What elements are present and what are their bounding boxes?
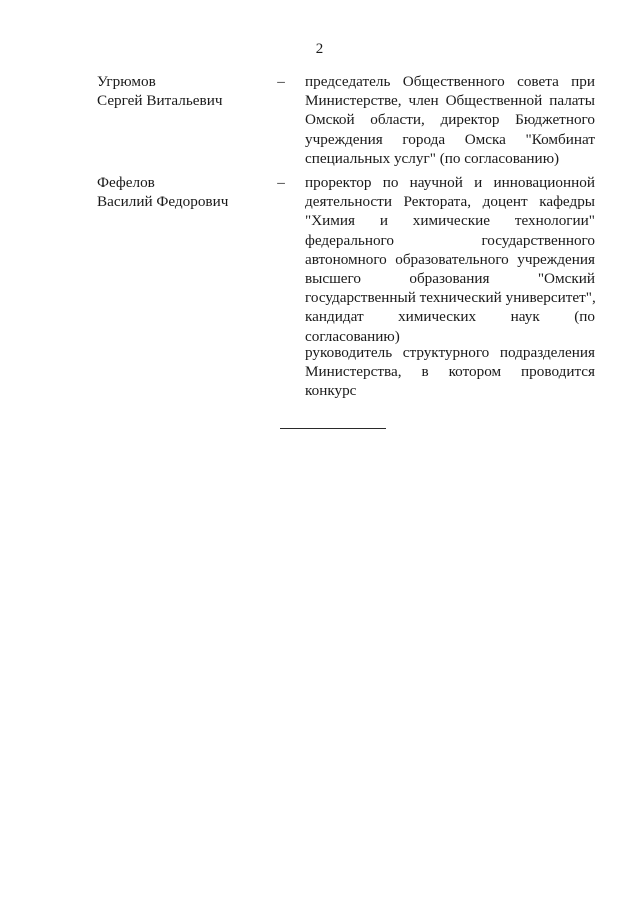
description-line: "Химия и химические технологии" — [305, 212, 595, 230]
member-surname: Фефелов — [97, 174, 155, 191]
member-name — [97, 173, 272, 211]
description-line: председатель Общественного совета при — [305, 73, 595, 90]
description-line: кандидат химических наук (по — [305, 308, 595, 326]
description-line: деятельности Ректората, доцент кафедры — [305, 193, 595, 211]
member-description — [305, 173, 595, 346]
separator-dash: – — [277, 174, 285, 191]
description-line: автономного образовательного учреждения — [305, 250, 595, 268]
member-entry-ugryumov — [97, 72, 597, 172]
member-given-names: Василий Федорович — [97, 193, 229, 211]
member-description — [305, 343, 595, 401]
member-given-names: Сергей Витальевич — [97, 92, 223, 110]
description-line: конкурс — [305, 382, 357, 400]
description-line: Министерства, в котором проводится — [305, 363, 595, 381]
description-line: государственный технический университет", — [305, 289, 596, 307]
description-line: специальных услуг" (по согласованию) — [305, 149, 560, 167]
closing-rule — [280, 428, 386, 429]
description-line: Омской области, директор Бюджетного — [305, 111, 595, 129]
member-entry-fefelov — [97, 173, 597, 353]
description-line: высшего образования "Омский — [305, 270, 595, 288]
description-line: руководитель структурного подразделения — [305, 344, 595, 361]
description-line: Министерстве, член Общественной палаты — [305, 92, 595, 110]
member-surname: Угрюмов — [97, 73, 156, 90]
description-line: проректор по научной и инновационной — [305, 174, 595, 191]
description-line: федерального государственного — [305, 231, 595, 249]
separator-dash: – — [277, 73, 285, 90]
description-line: учреждения города Омска "Комбинат — [305, 130, 595, 148]
description-line: согласованию) — [305, 327, 400, 345]
member-entry-department-head — [97, 343, 597, 403]
page-number: 2 — [315, 41, 324, 57]
member-name — [97, 72, 272, 110]
member-description — [305, 72, 595, 168]
